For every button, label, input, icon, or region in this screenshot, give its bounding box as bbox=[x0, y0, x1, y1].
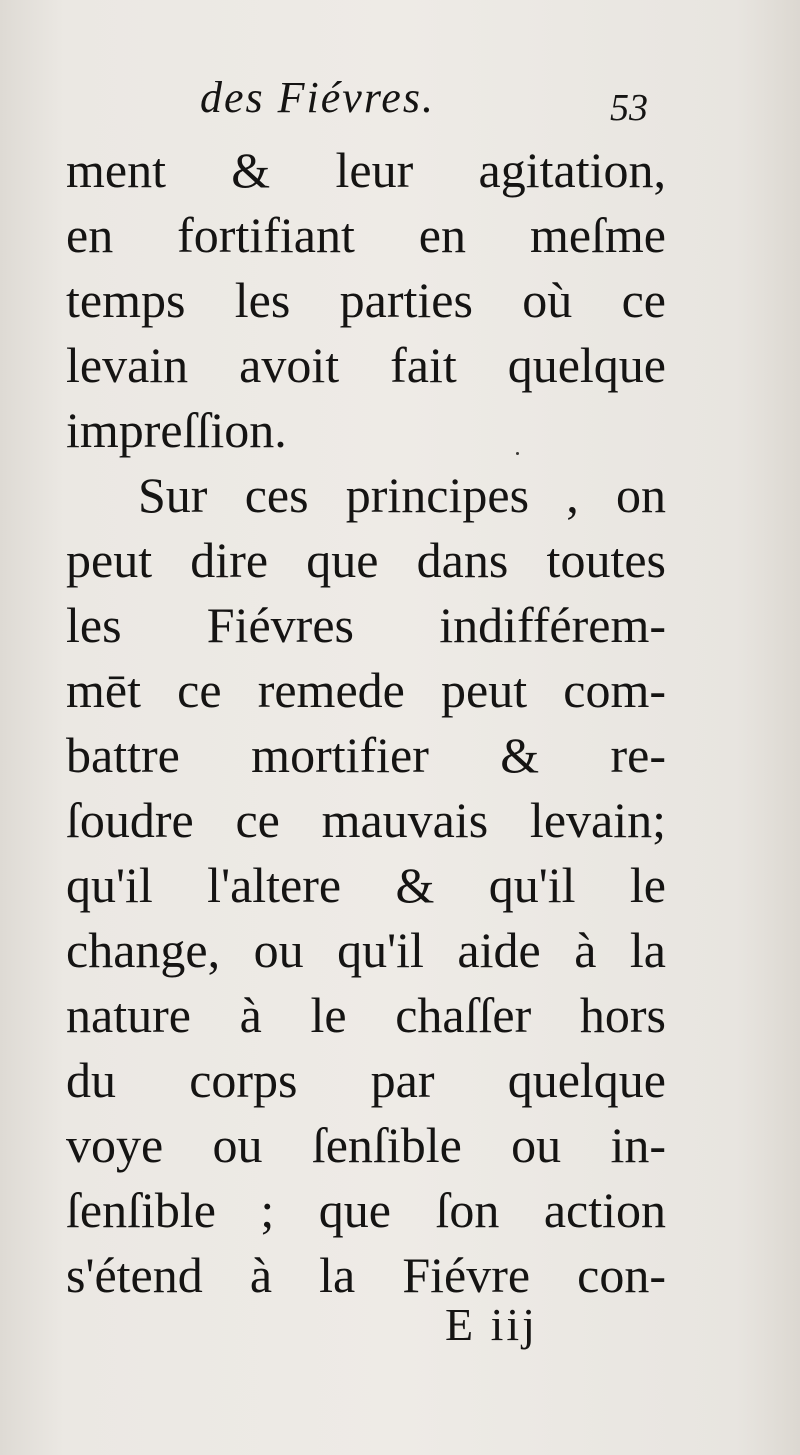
page-header bbox=[0, 72, 800, 132]
text-line: ſenſible ; que ſon action bbox=[66, 1182, 666, 1238]
text-line: peut dire que dans toutes bbox=[66, 532, 666, 588]
paragraph-first-line: Sur ces principes , on bbox=[138, 467, 666, 523]
text-line: s'étend à la Fiévre con- bbox=[66, 1247, 666, 1303]
text-line: qu'il l'altere & qu'il le bbox=[66, 857, 666, 913]
text-line: impreſſion. bbox=[66, 402, 287, 458]
text-line: mēt ce remede peut com- bbox=[66, 662, 666, 718]
body-text bbox=[66, 138, 666, 1308]
text-line: nature à le chaſſer hors bbox=[66, 987, 666, 1043]
text-line: change, ou qu'il aide à la bbox=[66, 922, 666, 978]
text-line: levain avoit fait quelque bbox=[66, 337, 666, 393]
signature-mark: E iij bbox=[445, 1299, 538, 1350]
text-line: voye ou ſenſible ou in- bbox=[66, 1117, 666, 1173]
text-line: les Fiévres indifférem- bbox=[66, 597, 666, 653]
text-line: ment & leur agitation, bbox=[66, 142, 666, 198]
ink-speck bbox=[516, 452, 519, 455]
text-line: temps les parties où ce bbox=[66, 272, 666, 328]
text-line: battre mortifier & re- bbox=[66, 727, 666, 783]
running-title: des Fiévres. bbox=[200, 73, 435, 122]
text-line: en fortifiant en meſme bbox=[66, 207, 666, 263]
page-number: 53 bbox=[610, 87, 648, 129]
text-line: ſoudre ce mauvais levain; bbox=[66, 792, 666, 848]
text-line: du corps par quelque bbox=[66, 1052, 666, 1108]
